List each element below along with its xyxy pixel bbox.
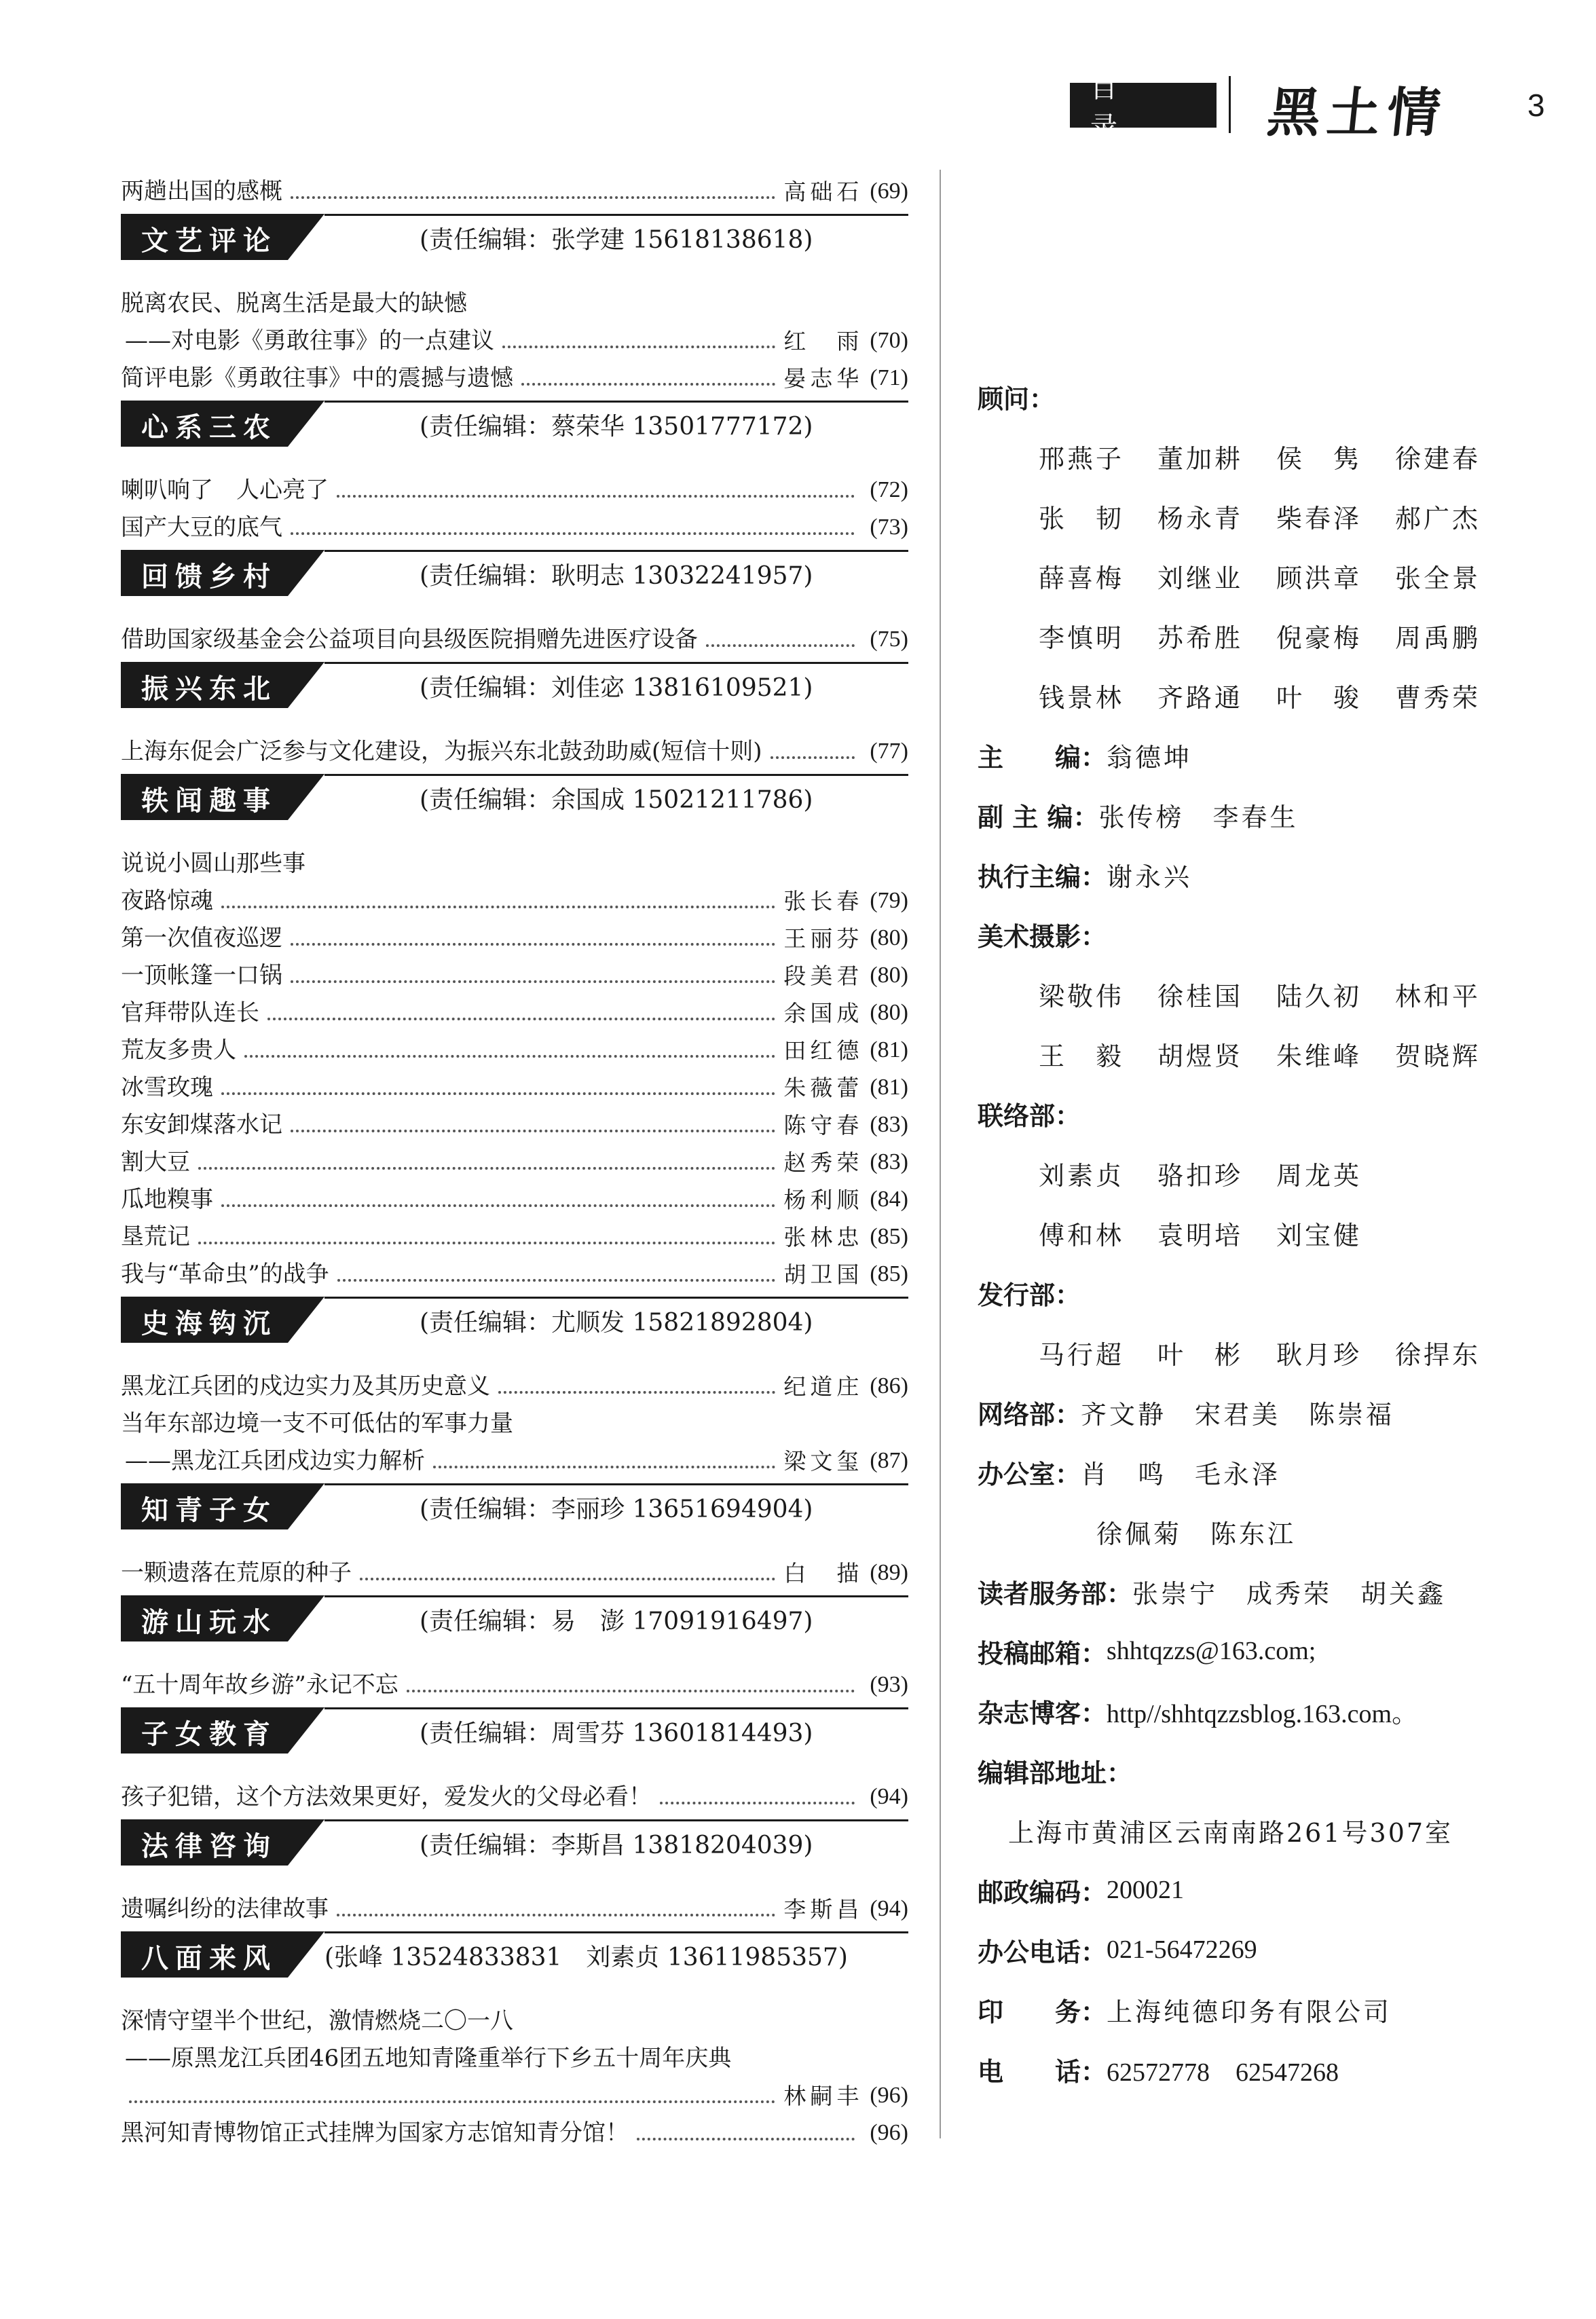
toc-entry-title: 一顶帐篷一口锅: [121, 962, 282, 990]
toc-entry[interactable]: [121, 1064, 908, 1102]
toc-entry-page: (93): [870, 1672, 908, 1698]
column-divider: [940, 170, 941, 2138]
section-rule: [324, 214, 908, 216]
toc-entry-title: 借助国家级基金会公益项目向县级医院捐赠先进医疗设备: [121, 626, 698, 654]
blog-label: 杂志博客：: [978, 1698, 1107, 1728]
toc-entry-author: 白 描: [783, 1560, 864, 1587]
dot-leader: [291, 980, 775, 983]
toc-entry-title: 夜路惊魂: [121, 887, 213, 915]
staff-name: 曹秀荣: [1395, 682, 1481, 713]
dot-leader: [291, 1130, 775, 1132]
reader-service: [978, 1561, 1575, 1621]
staff-name: 骆扣珍: [1157, 1160, 1244, 1191]
network-value: 齐文静 宋君美 陈崇福: [1081, 1399, 1395, 1430]
address: [978, 1741, 1575, 1800]
toc-entry-title: 一颗遗落在荒原的种子: [121, 1559, 352, 1587]
toc-entry-author: 高础石: [783, 179, 864, 206]
toc-entry-title: 当年东部边境一支不可低估的军事力量: [121, 1410, 513, 1438]
toc-entry[interactable]: [121, 1251, 908, 1288]
toc-entry[interactable]: [121, 1363, 908, 1400]
section-rule: [324, 1819, 908, 1821]
dot-leader: [637, 2138, 855, 2140]
section-header: [121, 662, 908, 713]
toc-entry[interactable]: [121, 318, 908, 355]
section-editor: (责任编辑：李斯昌 13818204039): [420, 1832, 813, 1859]
toc-entry[interactable]: [121, 1400, 908, 1438]
toc-entry-title: 遗嘱纠纷的法律故事: [121, 1895, 329, 1923]
toc-entry-page: (83): [870, 1149, 908, 1175]
dot-leader: [706, 644, 855, 647]
office: [978, 1442, 1575, 1502]
section-rule: [324, 401, 908, 403]
telephone: [978, 2039, 1575, 2099]
toc-entry-title: 深情守望半个世纪，激情燃烧二〇一八: [121, 2007, 513, 2035]
staff-name: 袁明培: [1157, 1220, 1244, 1250]
section-rule: [324, 1707, 908, 1709]
staff-name: 钱景林: [1039, 682, 1125, 713]
section-rule: [324, 550, 908, 552]
chief-editor: [978, 725, 1575, 785]
dot-leader: [291, 196, 775, 199]
toc-entry-page: (86): [870, 1373, 908, 1399]
dot-leader: [360, 1578, 775, 1580]
toc-entry[interactable]: [121, 616, 908, 654]
printer: [978, 1980, 1575, 2039]
toc-entry[interactable]: [121, 840, 908, 878]
toc-entry-author: 田红德: [783, 1037, 864, 1064]
dot-leader: [337, 1279, 776, 1282]
liaison-label: 联络部：: [978, 1100, 1081, 1131]
toc-entry-page: (85): [870, 1224, 908, 1250]
toc-entry-page: (80): [870, 963, 908, 988]
dot-leader: [221, 1204, 775, 1207]
liaison: [978, 1083, 1575, 1143]
staff-name: 侯 隽: [1276, 443, 1362, 474]
staff-name: 薛喜梅: [1039, 563, 1125, 593]
dot-leader: [198, 1242, 775, 1244]
liaison-row: [978, 1203, 1575, 1263]
dot-leader: [198, 1167, 775, 1170]
office-phone-value: 021-56472269: [1107, 1935, 1257, 1964]
toc-entry[interactable]: [121, 1998, 908, 2035]
section-name: 八面来风: [141, 1943, 277, 1974]
toc-entry-page: (77): [870, 739, 908, 764]
section-rule: [324, 1297, 908, 1299]
section-name: 史海钩沉: [141, 1308, 277, 1339]
section-rule: [324, 662, 908, 664]
postcode: [978, 1860, 1575, 1920]
distribution: [978, 1263, 1575, 1322]
dot-leader: [660, 1802, 855, 1804]
staff-name: 傅和林: [1039, 1220, 1125, 1250]
toc-entry-title: 国产大豆的底气: [121, 514, 282, 542]
staff-name: 徐建春: [1395, 443, 1481, 474]
toc-entry-title: 割大豆: [121, 1149, 190, 1176]
section-editor: (责任编辑：刘佳宓 13816109521): [420, 674, 813, 702]
toc-entry[interactable]: [121, 1176, 908, 1214]
toc-entry[interactable]: [121, 1886, 908, 1923]
toc-entry[interactable]: [121, 990, 908, 1027]
section-header: [121, 1297, 908, 1348]
staff-name: 李慎明: [1039, 623, 1125, 653]
telephone-value: 62572778 62547268: [1107, 2058, 1339, 2087]
toc-entry[interactable]: [121, 952, 908, 990]
dot-leader: [433, 1466, 775, 1468]
art-photo: [978, 904, 1575, 964]
toc-entry[interactable]: [121, 355, 908, 392]
toc-entry-author: 余国成: [783, 1000, 864, 1027]
section-header: [121, 214, 908, 265]
office-row-2: 徐佩菊 陈东江: [1096, 1519, 1297, 1549]
toc-entry-page: (80): [870, 925, 908, 951]
section-header: [121, 550, 908, 601]
dot-leader: [221, 1092, 775, 1095]
section-header: [121, 774, 908, 825]
staff-name: 林和平: [1395, 981, 1481, 1012]
dot-leader: [267, 1018, 775, 1020]
toc-entry-page: (80): [870, 1000, 908, 1026]
staff-name: 刘素贞: [1039, 1160, 1125, 1191]
toc-entry-title: 黑龙江兵团的戍边实力及其历史意义: [121, 1373, 490, 1400]
toc-entry-page: (83): [870, 1112, 908, 1138]
toc-entry-title: 东安卸煤落水记: [121, 1111, 282, 1139]
deputy-editor-value: 张传榜 李春生: [1098, 802, 1299, 832]
section-name: 心系三农: [141, 412, 277, 443]
toc-entry-author: 段美君: [783, 963, 864, 990]
toc-entry[interactable]: [121, 2110, 908, 2147]
section-editor: (责任编辑：周雪芬 13601814493): [420, 1720, 813, 1747]
section-header: [121, 1483, 908, 1535]
staff-name: 胡煜贤: [1157, 1041, 1244, 1071]
toc-entry-title: 简评电影《勇敢往事》中的震撼与遗憾: [121, 365, 513, 392]
toc-entry-author: 红 雨: [783, 328, 864, 355]
toc-entry-author: 张林忠: [783, 1224, 864, 1251]
toc-entry[interactable]: [121, 467, 908, 504]
toc-entry[interactable]: [121, 1774, 908, 1811]
office-phone: [978, 1920, 1575, 1980]
toc-entry[interactable]: [121, 2035, 908, 2073]
toc-entry[interactable]: [121, 2073, 908, 2110]
toc-entry-page: (84): [870, 1187, 908, 1212]
staff-name: 倪豪梅: [1276, 623, 1362, 653]
staff-name: 叶 骏: [1276, 682, 1362, 713]
toc-entry-title: 垦荒记: [121, 1223, 190, 1251]
distribution-row: [978, 1322, 1575, 1382]
reader-service-label: 读者服务部：: [978, 1578, 1133, 1609]
toc-entry[interactable]: [121, 1139, 908, 1176]
postcode-value: 200021: [1107, 1876, 1185, 1904]
toc-entry-page: (81): [870, 1075, 908, 1100]
section-header: [121, 1819, 908, 1871]
dot-leader: [498, 1391, 775, 1394]
dot-leader: [244, 1055, 775, 1058]
advisors-row: [978, 606, 1575, 665]
toc-entry-page: (72): [870, 477, 908, 503]
toc-entry-author: 林嗣丰: [783, 2083, 864, 2110]
toc-entry[interactable]: [121, 504, 908, 542]
header-divider: [1229, 76, 1231, 133]
section-editor: (张峰 13524833831 刘素贞 13611985357): [324, 1944, 848, 1971]
toc-entry[interactable]: [121, 1438, 908, 1475]
toc-entry-page: (94): [870, 1896, 908, 1922]
section-header: [121, 1707, 908, 1759]
staff-name: 刘继业: [1157, 563, 1244, 593]
staff-name: 郝广杰: [1395, 503, 1481, 534]
toc-entry-title: 官拜带队连长: [121, 999, 259, 1027]
toc-entry-title: 孩子犯错，这个方法效果更好，爱发火的父母必看！: [121, 1783, 652, 1811]
section-name: 振兴东北: [141, 673, 277, 705]
section-name: 文艺评论: [141, 225, 277, 257]
toc-entry[interactable]: [121, 168, 908, 206]
dot-leader: [337, 1914, 775, 1916]
staff-name: 杨永青: [1157, 503, 1244, 534]
staff-name: 王 毅: [1039, 1041, 1125, 1071]
toc-entry-author: 王丽芬: [783, 925, 864, 952]
toc-entry[interactable]: [121, 1027, 908, 1064]
dot-leader: [291, 532, 855, 535]
section-header: [121, 1931, 908, 1983]
submission-email-value: shhtqzzs@163.com;: [1107, 1637, 1316, 1665]
toc-entry-page: (79): [870, 888, 908, 914]
toc-entry-title: “五十周年故乡游”永记不忘: [121, 1671, 398, 1699]
advisors-row: [978, 665, 1575, 725]
section-name: 子女教育: [141, 1719, 277, 1750]
section-name: 回馈乡村: [141, 561, 277, 593]
toc-entry-author: 胡卫国: [783, 1261, 864, 1288]
toc-entry-author: 张长春: [783, 888, 864, 915]
reader-service-value: 张崇宁 成秀荣 胡关鑫: [1132, 1578, 1447, 1609]
staff-name: 齐路通: [1157, 682, 1244, 713]
toc-entry-author: 陈守春: [783, 1112, 864, 1139]
toc-entry[interactable]: [121, 1550, 908, 1587]
exec-editor: [978, 845, 1575, 904]
printer-value: 上海纯德印务有限公司: [1107, 1997, 1392, 2027]
toc-entry-author: 纪道庄: [783, 1373, 864, 1400]
section-rule: [324, 774, 908, 776]
section-header: [121, 401, 908, 452]
telephone-label: 电 话：: [978, 2056, 1107, 2087]
toc-entry-page: (96): [870, 2083, 908, 2109]
toc-entry-title: 荒友多贵人: [121, 1037, 236, 1064]
exec-editor-value: 谢永兴: [1107, 861, 1193, 892]
toc-entry-title: ——黑龙江兵团戍边实力解析: [125, 1447, 425, 1475]
section-editor: (责任编辑：李丽珍 13651694904): [420, 1496, 813, 1523]
toc-entry[interactable]: [121, 728, 908, 766]
toc-entry-page: (94): [870, 1784, 908, 1810]
toc-entry-title: 上海东促会广泛参与文化建设，为振兴东北鼓劲助威(短信十则): [121, 738, 762, 766]
staff-name: 董加耕: [1157, 443, 1244, 474]
submission-email: [978, 1621, 1575, 1681]
section-rule: [324, 1595, 908, 1597]
office-phone-label: 办公电话：: [978, 1937, 1107, 1967]
toc-entry-title: 瓜地糗事: [121, 1186, 213, 1214]
section-header: [121, 1595, 908, 1647]
page-number: 3: [1527, 88, 1545, 123]
toc-entry[interactable]: [121, 878, 908, 915]
toc-entry-title: 两趟出国的感概: [121, 178, 282, 206]
address-label: 编辑部地址：: [978, 1758, 1133, 1788]
toc-entry-page: (73): [870, 515, 908, 540]
liaison-row: [978, 1143, 1575, 1203]
staff-name: 徐捍东: [1395, 1339, 1481, 1370]
staff-name: 徐桂国: [1157, 981, 1244, 1012]
chief-editor-label: 主 编：: [978, 742, 1107, 773]
toc-entry-title: ——对电影《勇敢往事》的一点建议: [125, 327, 494, 355]
dot-leader: [337, 495, 855, 498]
section-name: 轶闻趣事: [141, 785, 277, 817]
dot-leader: [291, 943, 775, 946]
staff-name: 马行超: [1039, 1339, 1125, 1370]
section-name: 法律咨询: [141, 1831, 277, 1862]
art-row: [978, 964, 1575, 1024]
distribution-label: 发行部：: [978, 1280, 1081, 1310]
printer-label: 印 务：: [978, 1997, 1107, 2027]
dot-leader: [407, 1690, 855, 1692]
staff-name: 苏希胜: [1157, 623, 1244, 653]
toc-entry-title: ——原黑龙江兵团46团五地知青隆重举行下乡五十周年庆典: [125, 2045, 732, 2073]
staff-name: 耿月珍: [1276, 1339, 1362, 1370]
toc-entry-page: (70): [870, 328, 908, 354]
section-rule: [324, 1931, 908, 1933]
network-label: 网络部：: [978, 1399, 1081, 1430]
advisors-row: [978, 546, 1575, 606]
table-of-contents: [121, 168, 908, 2147]
section-editor: (责任编辑：余国成 15021211786): [420, 786, 813, 814]
magazine-logo: 黑土情: [1264, 82, 1451, 144]
dot-leader: [771, 756, 855, 759]
toc-entry-title: 第一次值夜巡逻: [121, 925, 282, 952]
section-name: 知青子女: [141, 1495, 277, 1526]
blog: [978, 1681, 1575, 1741]
staff-name: 柴春泽: [1276, 503, 1362, 534]
dot-leader: [129, 2100, 775, 2103]
advisors-row: [978, 426, 1575, 486]
deputy-editor-label: 副 主 编：: [978, 802, 1099, 832]
dot-leader: [502, 346, 775, 348]
exec-editor-label: 执行主编：: [978, 861, 1107, 892]
office-label: 办公室：: [978, 1459, 1081, 1489]
submission-email-label: 投稿邮箱：: [978, 1638, 1107, 1669]
toc-entry-page: (81): [870, 1037, 908, 1063]
toc-entry-title: 黑河知青博物馆正式挂牌为国家方志馆知青分馆！: [121, 2119, 629, 2147]
section-editor: (责任编辑：尤顺发 15821892804): [420, 1309, 813, 1337]
advisors-label: 顾问：: [978, 384, 1056, 414]
toc-entry-title: 我与“革命虫”的战争: [121, 1261, 329, 1288]
staff-name: 叶 彬: [1157, 1339, 1244, 1370]
chief-editor-value: 翁德坤: [1107, 742, 1193, 773]
toc-entry-page: (87): [870, 1448, 908, 1474]
staff-name: 张 韧: [1039, 503, 1125, 534]
toc-entry-page: (96): [870, 2120, 908, 2146]
toc-entry-author: 梁文玺: [783, 1448, 864, 1475]
toc-entry[interactable]: [121, 280, 908, 318]
postcode-label: 邮政编码：: [978, 1877, 1107, 1908]
section-editor: (责任编辑：耿明志 13032241957): [420, 562, 813, 590]
section-name: 游山玩水: [141, 1607, 277, 1638]
dot-leader: [221, 906, 775, 908]
toc-entry-author: 晏志华: [783, 365, 864, 392]
staff-name: 陆久初: [1276, 981, 1362, 1012]
section-editor: (责任编辑：张学建 15618138618): [420, 226, 813, 254]
toc-entry-title: 冰雪玫瑰: [121, 1074, 213, 1102]
staff-name: 朱维峰: [1276, 1041, 1362, 1071]
masthead: [978, 367, 1575, 2099]
art-row: [978, 1024, 1575, 1083]
dot-leader: [521, 383, 775, 386]
toc-entry-author: 李斯昌: [783, 1896, 864, 1923]
toc-entry-page: (89): [870, 1560, 908, 1586]
toc-entry-page: (69): [870, 179, 908, 204]
staff-name: 贺晓辉: [1395, 1041, 1481, 1071]
advisors-row: [978, 486, 1575, 546]
address-value: 上海市黄浦区云南南路261号307室: [1008, 1817, 1453, 1848]
network: [978, 1382, 1575, 1442]
toc-entry-title: 说说小圆山那些事: [121, 850, 305, 878]
toc-entry-page: (71): [870, 365, 908, 391]
toc-entry[interactable]: [121, 1102, 908, 1139]
section-editor: (责任编辑：易 澎 17091916497): [420, 1608, 813, 1635]
toc-entry-page: (85): [870, 1261, 908, 1287]
toc-entry-author: 杨利顺: [783, 1187, 864, 1214]
blog-value: http//shhtqzzsblog.163.com。: [1107, 1699, 1418, 1728]
staff-name: 张全景: [1395, 563, 1481, 593]
toc-entry-author: 朱薇蕾: [783, 1075, 864, 1102]
staff-name: 梁敬伟: [1039, 981, 1125, 1012]
art-photo-label: 美术摄影：: [978, 921, 1107, 952]
staff-name: 邢燕子: [1039, 443, 1125, 474]
toc-entry-title: 脱离农民、脱离生活是最大的缺憾: [121, 290, 467, 318]
advisors: [978, 367, 1575, 426]
staff-name: 顾洪章: [1276, 563, 1362, 593]
toc-entry[interactable]: [121, 1662, 908, 1699]
staff-name: 周龙英: [1276, 1160, 1362, 1191]
toc-entry-page: (75): [870, 627, 908, 652]
section-editor: (责任编辑：蔡荣华 13501777172): [420, 413, 813, 441]
deputy-editor: [978, 785, 1575, 845]
toc-entry[interactable]: [121, 915, 908, 952]
header-section-label: 目 录: [1070, 83, 1217, 128]
toc-entry-author: 赵秀荣: [783, 1149, 864, 1176]
toc-entry[interactable]: [121, 1214, 908, 1251]
toc-entry-title: 喇叭响了 人心亮了: [121, 477, 329, 504]
section-rule: [324, 1483, 908, 1485]
office-value: 肖 鸣 毛永泽: [1081, 1459, 1281, 1489]
staff-name: 周禹鹏: [1395, 623, 1481, 653]
staff-name: 刘宝健: [1276, 1220, 1362, 1250]
